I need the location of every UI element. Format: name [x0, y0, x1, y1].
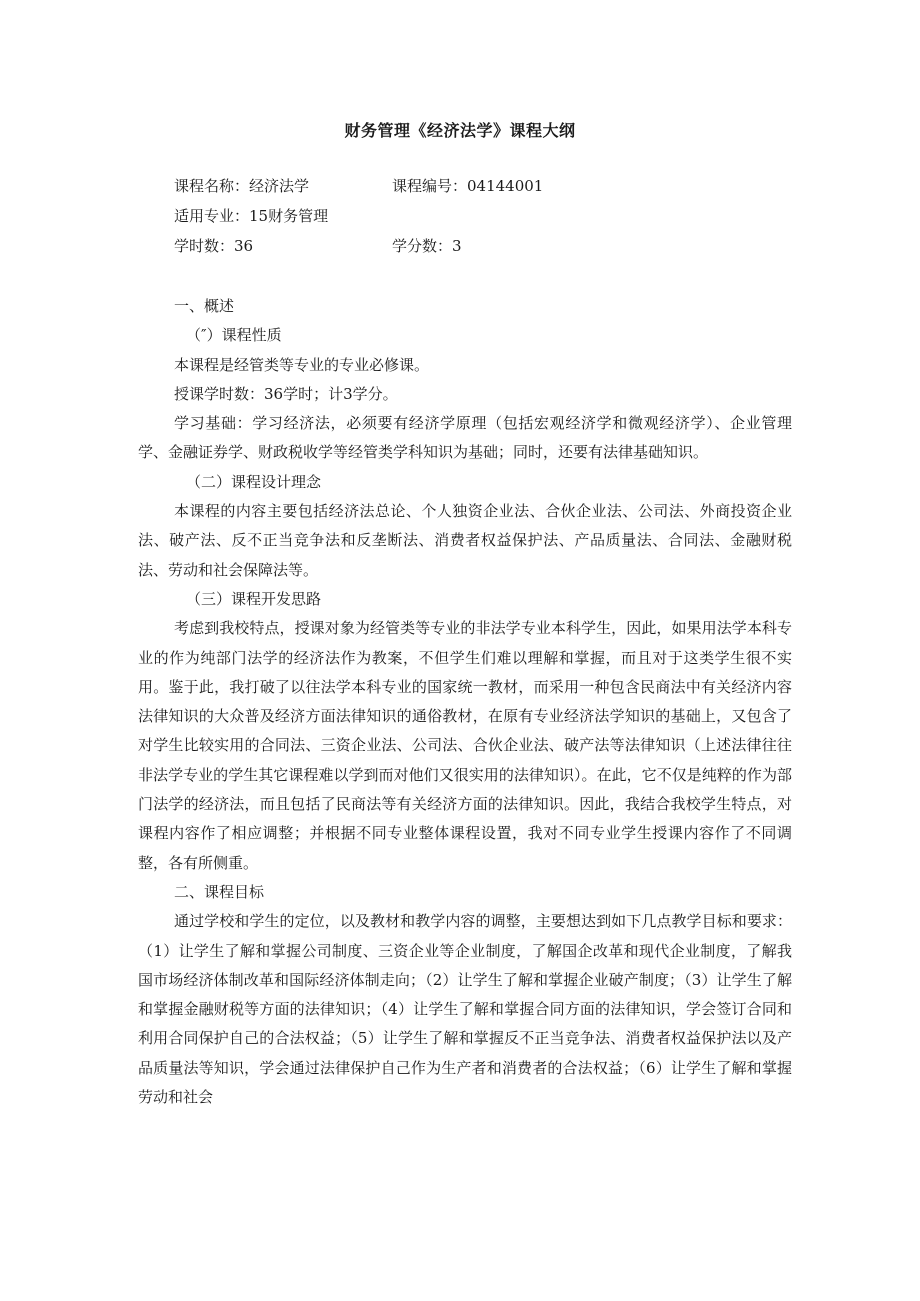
course-hours: 学时数：36 — [174, 237, 254, 255]
body-paragraph: 通过学校和学生的定位，以及教材和教学内容的调整，主要想达到如下几点教学目标和要求：（1）让学生了解和掌握公司制度、三资企业等企业制度，了解国企改革和现代企业制度，了解我国市场经济体制改革和国际经济体制走向；（2）让学生了解和掌握企业破产制度；（3）让学生了解和掌握金融财税等方面的法律知识；（4）让学生了解和掌握合同方面的法律知识，学会签订合同和利用合同保护自己的合法权益；（5）让学生了解和掌握反不正当竞争法、消费者权益保护法以及产品质量法等知识，学会通过法律保护自己作为生产者和消费者的合法权益；（6）让学生了解和掌握劳动和社会 — [138, 912, 792, 1107]
body-paragraph: 本课程是经管类等专业的专业必修课。 — [174, 355, 430, 374]
body-paragraph: 授课学时数：36学时；计3学分。 — [174, 384, 398, 403]
subsection-heading: （二）课程设计理念 — [186, 472, 322, 491]
meta-row-hours-credits — [174, 235, 462, 257]
course-credits: 学分数：3 — [392, 237, 462, 255]
meta-row-major — [174, 205, 328, 227]
meta-row-name-code — [174, 175, 544, 197]
applicable-major: 适用专业：15财务管理 — [174, 207, 329, 225]
subsection-heading: （三）课程开发思路 — [186, 589, 322, 608]
body-paragraph: 本课程的内容主要包括经济法总论、个人独资企业法、合伙企业法、公司法、外商投资企业法、破产法、反不正当竞争法和反垄断法、消费者权益保护法、产品质量法、合同法、金融财税法、劳动和社会保障法等。 — [138, 502, 792, 579]
body-paragraph: 考虑到我校特点，授课对象为经管类等专业的非法学专业本科学生，因此，如果用法学本科专业的作为纯部门法学的经济法作为教案，不但学生们难以理解和掌握，而且对于这类学生很不实用。鉴于此，我打破了以往法学本科专业的国家统一教材，而采用一种包含民商法中有关经济内容法律知识的大众普及经济方面法律知识的通俗教材，在原有专业经济法学知识的基础上，又包含了对学生比较实用的合同法、三资企业法、公司法、合伙企业法、破产法等法律知识（上述法律往往非法学专业的学生其它课程难以学到而对他们又很实用的法律知识）。在此，它不仅是纯粹的作为部门法学的经济法，而且包括了民商法等有关经济方面的法律知识。因此，我结合我校学生特点，对课程内容作了相应调整；并根据不同专业整体课程设置，我对不同专业学生授课内容作了不同调整，各有所侧重。 — [138, 619, 792, 872]
section-heading: 二、课程目标 — [174, 882, 265, 901]
document-body — [138, 292, 792, 1112]
section-heading: 一、概述 — [174, 297, 235, 315]
subsection-heading: （″）课程性质 — [186, 326, 282, 345]
body-paragraph: 学习基础：学习经济法，必须要有经济学原理（包括宏观经济学和微观经济学）、企业管理学、金融证券学、财政税收学等经管类学科知识为基础；同时，还要有法律基础知识。 — [138, 414, 792, 462]
course-name: 课程名称：经济法学 — [174, 177, 310, 195]
course-code: 课程编号：04144001 — [392, 177, 544, 195]
document-title: 财务管理《经济法学》课程大纲 — [344, 121, 576, 140]
